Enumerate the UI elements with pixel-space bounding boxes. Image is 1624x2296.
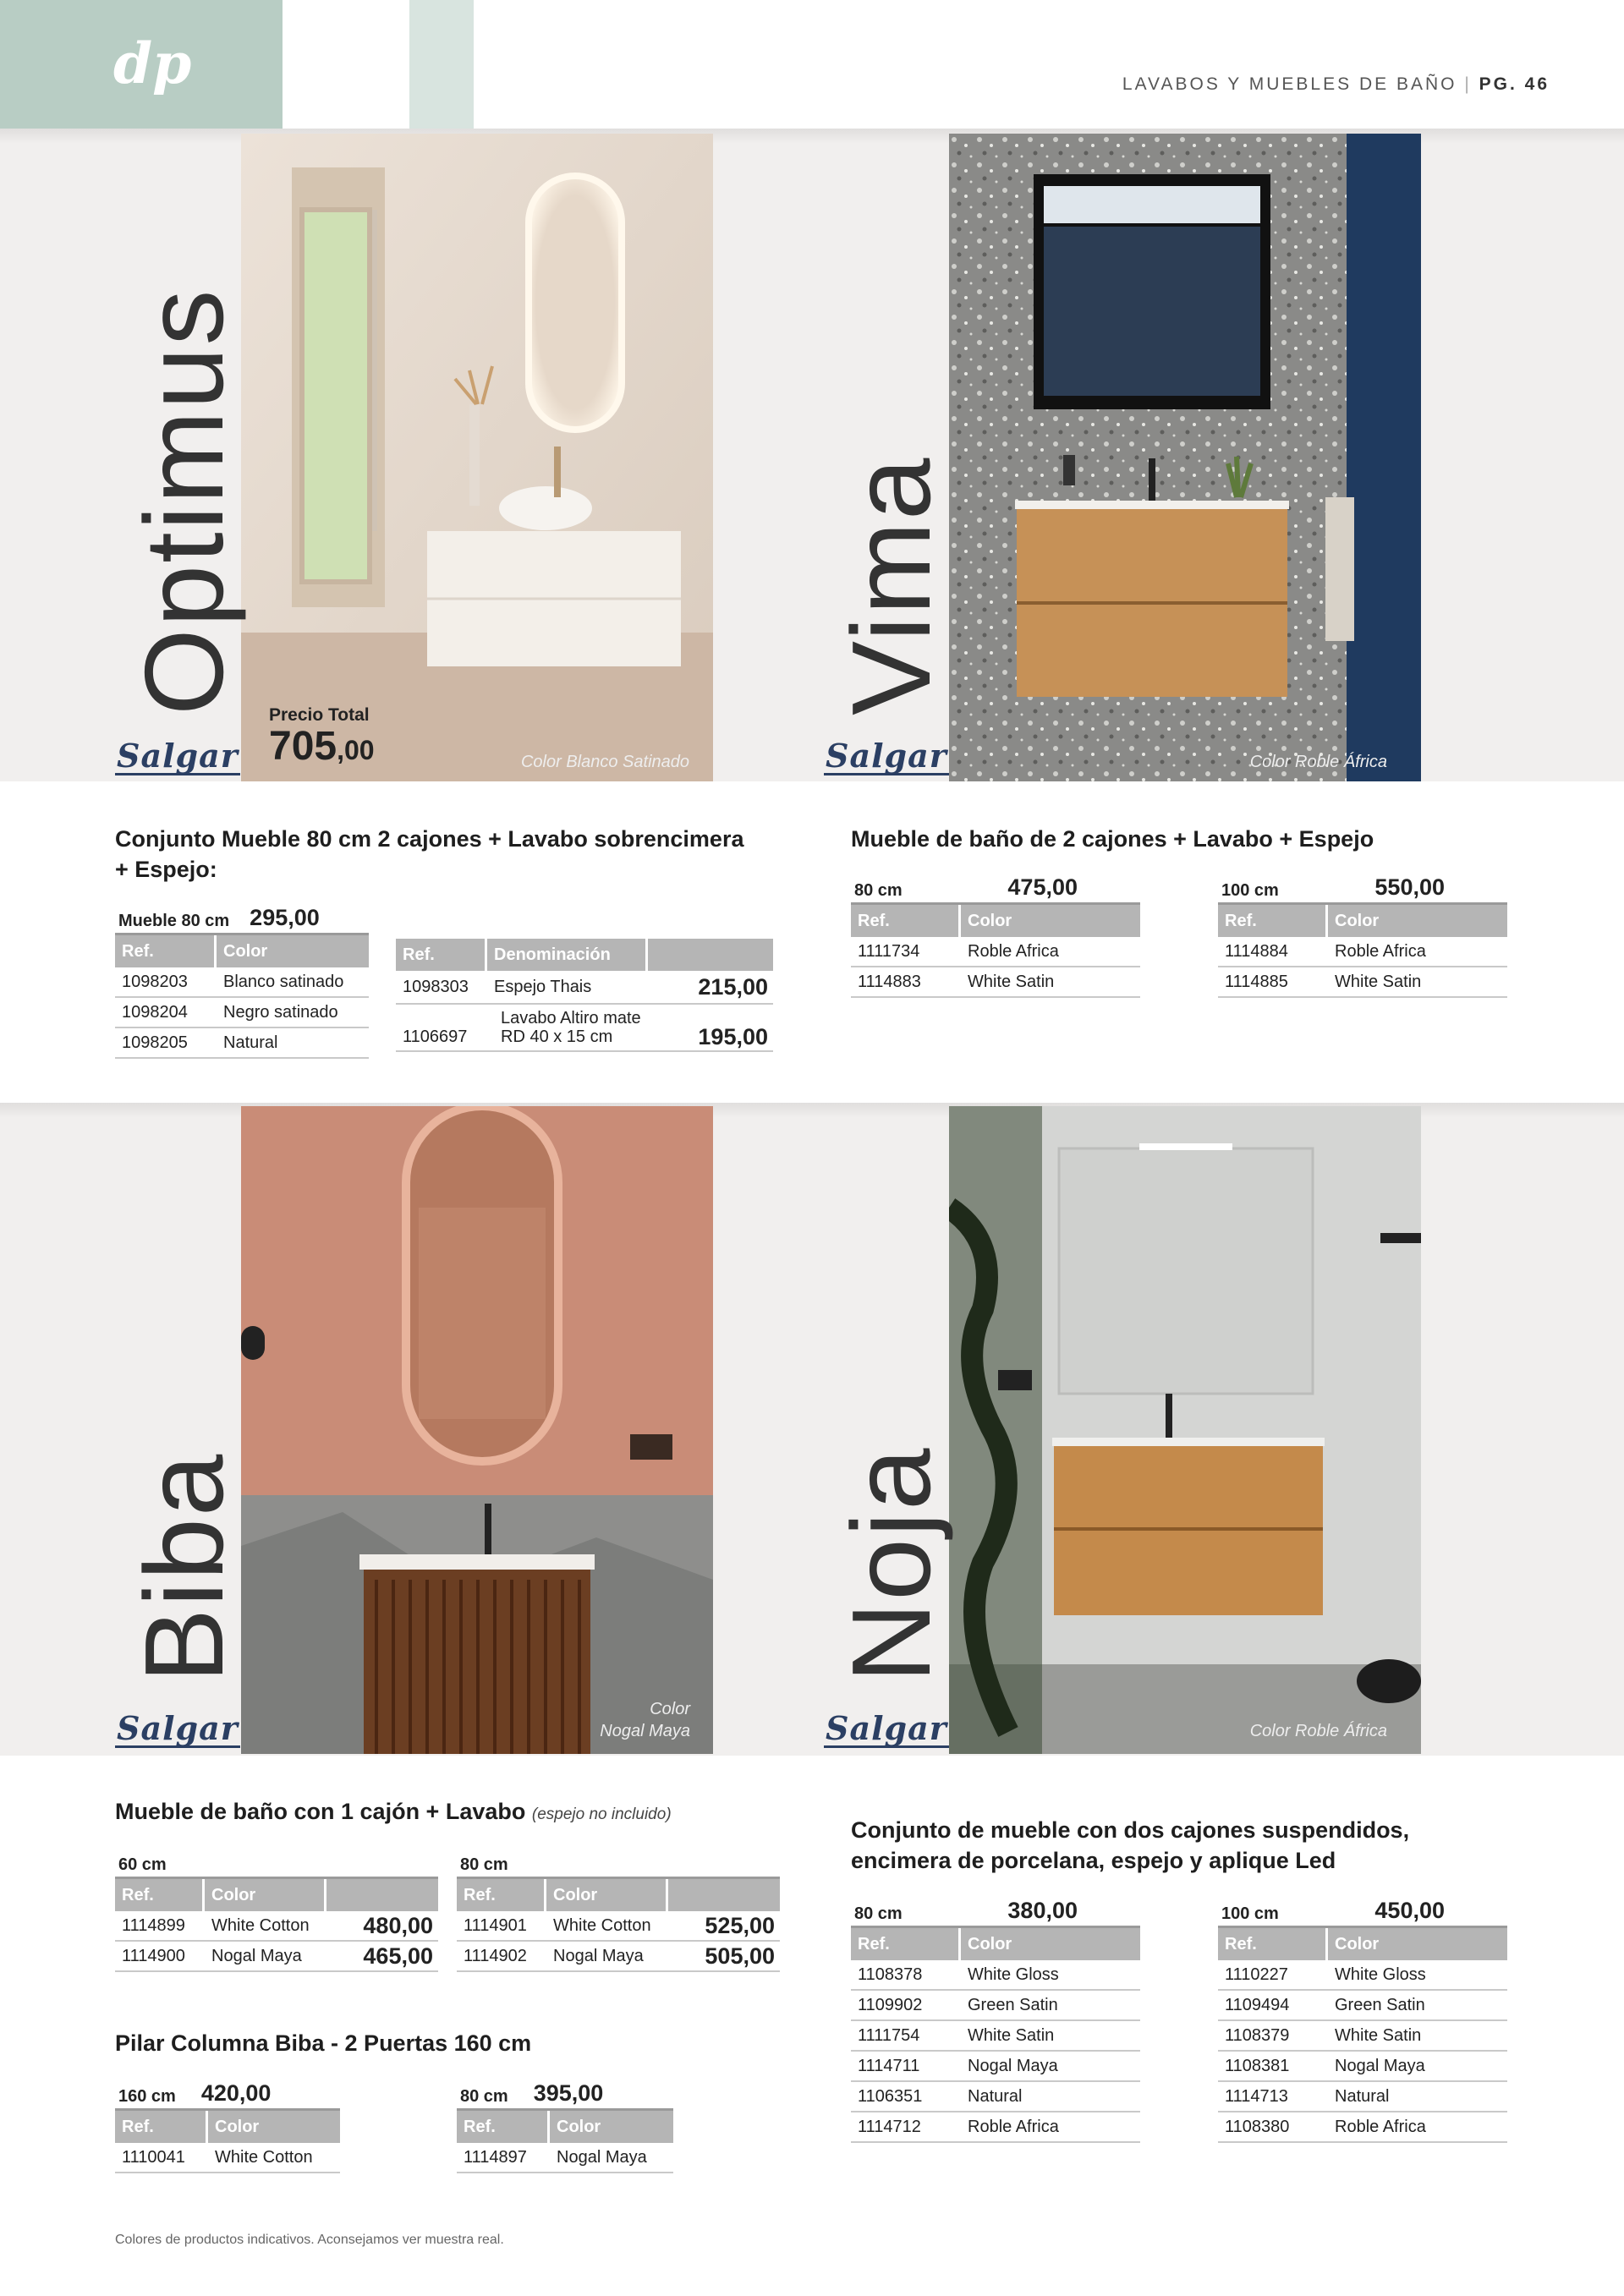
table-cell: 1098303 — [403, 977, 469, 996]
size-price: 295,00 — [250, 905, 320, 930]
size-label: 60 cm — [118, 1855, 167, 1874]
ref-header: Ref. — [851, 905, 961, 937]
color-header: Color — [968, 911, 1012, 930]
biba-photo — [241, 1106, 713, 1754]
table-cell: 1109494 — [1225, 1995, 1290, 2014]
optimus-title-line1: Conjunto Mueble 80 cm 2 cajones + Lavabo sobrencimera — [115, 826, 744, 852]
price-cell: 215,00 — [698, 973, 768, 1000]
table-row — [851, 2112, 1140, 2143]
biba-pilar-table-80 — [457, 2082, 673, 2173]
table-header-row — [851, 1928, 1140, 1960]
table-cell: 1098204 — [122, 1002, 188, 1022]
ref-header: Ref. — [115, 1879, 205, 1911]
color-header: Color — [1335, 911, 1380, 930]
optimus-table-mueble — [115, 907, 369, 1059]
table-size-header — [115, 907, 369, 935]
table-cell: 1114884 — [1225, 941, 1288, 961]
vima-table-100 — [1218, 876, 1507, 998]
table-size-header — [115, 2082, 340, 2111]
price-total-value: 705,00 — [269, 724, 375, 769]
biba-brand-logo: Salgar — [117, 1709, 239, 1747]
color-header: Color — [215, 2117, 260, 2136]
table-cell: 1098205 — [122, 1033, 188, 1052]
table-size-header — [1218, 876, 1507, 905]
table-row — [851, 967, 1140, 998]
price-cell: 480,00 — [363, 1912, 433, 1938]
size-price: 380,00 — [1007, 1898, 1078, 1923]
biba-caption-line1: Color — [650, 1700, 690, 1718]
table-cell: 1108378 — [858, 1964, 923, 1984]
table-header-row — [396, 939, 773, 971]
table-row — [1218, 2052, 1507, 2082]
color-header: Color — [546, 1879, 668, 1911]
table-header-row — [457, 1879, 780, 1911]
biba-product-title — [115, 1796, 809, 1830]
vima-scene — [949, 134, 1421, 781]
optimus-caption: Color Blanco Satinado — [520, 753, 689, 771]
optimus-brand-logo: Salgar — [117, 737, 239, 775]
price-total-label: Precio Total — [269, 705, 370, 725]
table-cell: White Satin — [968, 2025, 1055, 2045]
biba-vertical-title: Biba — [122, 1452, 246, 1683]
table-cell: Roble Africa — [1335, 941, 1426, 961]
optimus-price-tag — [269, 705, 375, 771]
size-price: 550,00 — [1374, 874, 1445, 900]
table-row — [851, 1991, 1140, 2021]
vima-photo — [949, 134, 1421, 781]
vima-caption: Color Roble África — [1249, 753, 1387, 771]
vima-brand-logo: Salgar — [826, 737, 947, 775]
table-row — [115, 998, 369, 1028]
table-cell: White Satin — [968, 972, 1055, 991]
table-cell: 1114713 — [1225, 2086, 1288, 2106]
color-header: Color — [1335, 1934, 1380, 1954]
table-cell: 1106351 — [858, 2086, 923, 2106]
noja-scene — [949, 1106, 1421, 1754]
biba-pilar-title: Pilar Columna Biba - 2 Puertas 160 cm — [115, 2030, 532, 2056]
table-row — [115, 1028, 369, 1059]
biba-caption-line2: Nogal Maya — [600, 1722, 690, 1740]
ref-header: Ref. — [115, 935, 217, 967]
price-cell: 465,00 — [363, 1943, 433, 1969]
price-cell: 195,00 — [698, 1024, 768, 1049]
table-cell: 1114900 — [122, 1946, 185, 1965]
page-number: PG. 46 — [1479, 74, 1550, 94]
table-cell: Natural — [223, 1033, 278, 1052]
size-label: 80 cm — [854, 1904, 903, 1923]
table-size-header — [851, 876, 1140, 905]
table-size-header — [457, 1850, 780, 1879]
noja-product-title — [851, 1815, 1544, 1876]
table-cell: 1108381 — [1225, 2056, 1290, 2075]
price-cell: 525,00 — [705, 1912, 775, 1938]
table-row — [851, 2021, 1140, 2052]
table-size-header — [851, 1899, 1140, 1928]
table-cell: White Satin — [1335, 972, 1422, 991]
table-cell: White Gloss — [968, 1964, 1059, 1984]
biba-note: (espejo no incluido) — [531, 1806, 672, 1823]
table-row — [457, 1911, 780, 1942]
table-header-row — [115, 2111, 340, 2143]
table-cell: Negro satinado — [223, 1002, 338, 1022]
table-row — [851, 2052, 1140, 2082]
table-cell: White Cotton — [211, 1915, 310, 1935]
optimus-vertical-title: Optimus — [122, 288, 246, 715]
table-cell: Blanco satinado — [223, 972, 344, 991]
table-row — [396, 1005, 773, 1052]
table-cell: 1111754 — [858, 2025, 920, 2045]
noja-photo — [949, 1106, 1421, 1754]
footer-disclaimer: Colores de productos indicativos. Aconsejamos ver muestra real. — [115, 2233, 504, 2247]
table-cell: Green Satin — [968, 1995, 1058, 2014]
color-header: Color — [223, 941, 268, 961]
section-name: LAVABOS Y MUEBLES DE BAÑO — [1122, 74, 1457, 94]
table-row — [1218, 937, 1507, 967]
table-cell: Nogal Maya — [1335, 2056, 1425, 2075]
table-row — [1218, 2021, 1507, 2052]
table-row — [851, 1960, 1140, 1991]
table-cell: Roble Africa — [1335, 2117, 1426, 2136]
table-row — [457, 2143, 673, 2173]
biba-caption — [541, 1698, 690, 1742]
table-row — [115, 1911, 438, 1942]
table-header-row — [457, 2111, 673, 2143]
table-cell: Nogal Maya — [968, 2056, 1058, 2075]
size-price: 420,00 — [200, 2080, 272, 2106]
color-header: Color — [205, 1879, 326, 1911]
size-price: 475,00 — [1007, 874, 1078, 900]
table-cell: 1114883 — [858, 972, 921, 991]
table-row — [457, 1942, 780, 1972]
header-cell — [668, 1879, 780, 1911]
dp-logo — [112, 34, 193, 96]
ref-header: Ref. — [457, 1879, 546, 1911]
table-cell: Roble Africa — [968, 941, 1059, 961]
table-cell: Green Satin — [1335, 1995, 1425, 2014]
table-cell: Nogal Maya — [553, 1946, 644, 1965]
ref-header: Ref. — [115, 2111, 208, 2143]
size-label: 160 cm — [118, 2087, 176, 2106]
table-row — [1218, 2082, 1507, 2112]
table-cell: Natural — [1335, 2086, 1390, 2106]
table-cell: Natural — [968, 2086, 1023, 2106]
header-cell — [326, 1879, 438, 1911]
table-row — [851, 2082, 1140, 2112]
header-accent-strip — [409, 0, 474, 129]
table-cell: 1114897 — [464, 2147, 527, 2167]
ref-header: Ref. — [1218, 905, 1328, 937]
size-price: 395,00 — [533, 2080, 604, 2106]
table-cell: White Cotton — [553, 1915, 651, 1935]
noja-caption: Color Roble África — [1249, 1722, 1387, 1740]
vima-vertical-title: Vima — [829, 456, 953, 715]
noja-table-80 — [851, 1899, 1140, 2143]
denomination-header: Denominación — [487, 939, 648, 971]
table-cell: 1114902 — [464, 1946, 527, 1965]
table-header-row — [851, 905, 1140, 937]
table-row — [115, 1942, 438, 1972]
size-label: 100 cm — [1221, 1904, 1279, 1923]
table-size-header — [457, 2082, 673, 2111]
table-cell: Lavabo Altiro mate RD 40 x 15 cm — [501, 1009, 641, 1046]
table-cell: 1098203 — [122, 972, 188, 991]
biba-table-80 — [457, 1850, 780, 1972]
table-cell: Roble Africa — [968, 2117, 1059, 2136]
table-header-row — [115, 1879, 438, 1911]
biba-title: Mueble de baño con 1 cajón + Lavabo — [115, 1799, 526, 1824]
table-row — [1218, 1991, 1507, 2021]
table-row — [115, 967, 369, 998]
size-label: 80 cm — [460, 1855, 508, 1874]
table-size-header — [115, 1850, 438, 1879]
table-row — [1218, 1960, 1507, 1991]
biba-pilar-table-160 — [115, 2082, 340, 2173]
table-row — [396, 971, 773, 1005]
table-cell: 1114885 — [1225, 972, 1288, 991]
vima-table-80 — [851, 876, 1140, 998]
header-cell — [648, 939, 773, 971]
table-cell: White Gloss — [1335, 1964, 1426, 1984]
table-cell: Nogal Maya — [211, 1946, 302, 1965]
noja-title-line2: encimera de porcelana, espejo y aplique Led — [851, 1848, 1336, 1873]
noja-brand-logo: Salgar — [826, 1709, 947, 1747]
biba-scene — [241, 1106, 713, 1754]
color-header: Color — [557, 2117, 601, 2136]
noja-vertical-title: Noja — [829, 1446, 953, 1683]
table-row — [1218, 2112, 1507, 2143]
size-label: 80 cm — [460, 2087, 508, 2106]
table-row — [1218, 967, 1507, 998]
size-label: 100 cm — [1221, 881, 1279, 900]
ref-header: Ref. — [396, 939, 487, 971]
table-cell: White Cotton — [215, 2147, 313, 2167]
table-cell: White Satin — [1335, 2025, 1422, 2045]
table-cell: 1114711 — [858, 2056, 920, 2075]
noja-table-100 — [1218, 1899, 1507, 2143]
table-header-row — [115, 935, 369, 967]
table-cell: Nogal Maya — [557, 2147, 647, 2167]
svg-text:dp: dp — [113, 34, 192, 96]
table-cell: 1108379 — [1225, 2025, 1290, 2045]
size-label: 80 cm — [854, 881, 903, 900]
table-cell: 1114899 — [122, 1915, 185, 1935]
table-row — [115, 2143, 340, 2173]
table-cell: 1108380 — [1225, 2117, 1290, 2136]
optimus-product-title — [115, 824, 792, 885]
table-cell: 1110227 — [1225, 1964, 1288, 1984]
table-cell: 1114901 — [464, 1915, 527, 1935]
optimus-title-line2: + Espejo: — [115, 857, 217, 882]
table-cell: 1109902 — [858, 1995, 923, 2014]
vima-product-title: Mueble de baño de 2 cajones + Lavabo + Espejo — [851, 826, 1374, 852]
table-cell: 1114712 — [858, 2117, 921, 2136]
table-cell: Espejo Thais — [494, 977, 592, 996]
optimus-scene — [241, 134, 713, 781]
table-cell: 1111734 — [858, 941, 920, 961]
size-label: Mueble 80 cm — [118, 912, 230, 930]
table-cell: 1110041 — [122, 2147, 185, 2167]
table-header-row — [1218, 905, 1507, 937]
ref-header: Ref. — [457, 2111, 550, 2143]
optimus-photo — [241, 134, 713, 781]
table-row — [851, 937, 1140, 967]
optimus-table-accessories — [396, 939, 773, 1052]
table-cell: 1106697 — [403, 1027, 468, 1046]
ref-header: Ref. — [851, 1928, 961, 1960]
page-header-title: LAVABOS Y MUEBLES DE BAÑO | PG. 46 — [1122, 74, 1550, 94]
table-size-header — [1218, 1899, 1507, 1928]
price-cell: 505,00 — [705, 1943, 775, 1969]
color-header: Color — [968, 1934, 1012, 1954]
ref-header: Ref. — [1218, 1928, 1328, 1960]
noja-title-line1: Conjunto de mueble con dos cajones suspendidos, — [851, 1817, 1410, 1843]
biba-table-60 — [115, 1850, 438, 1972]
size-price: 450,00 — [1374, 1898, 1445, 1923]
table-header-row — [1218, 1928, 1507, 1960]
